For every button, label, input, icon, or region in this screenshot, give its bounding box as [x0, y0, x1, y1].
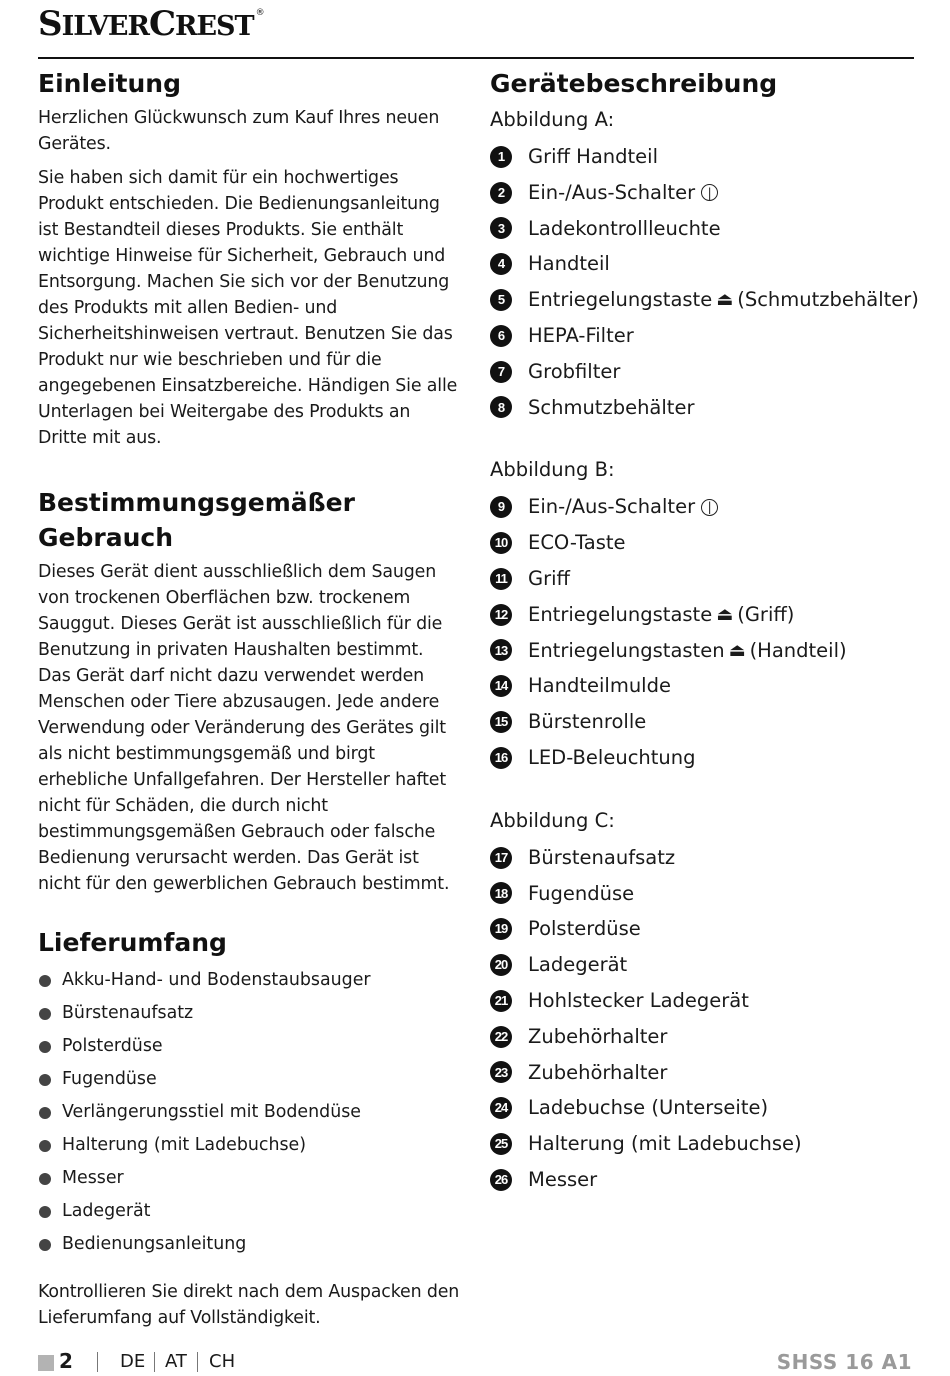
part-label: ECO-Taste — [528, 531, 626, 555]
page-footer — [38, 1348, 912, 1376]
part-label: Ein-/Aus-Schalter — [528, 180, 696, 204]
right-column — [490, 66, 920, 1198]
part-number-badge: 8 — [490, 396, 512, 418]
part-number-badge: 14 — [490, 675, 512, 697]
part-item — [490, 740, 920, 776]
eject-icon: ⏏ — [728, 639, 746, 661]
figure-a-label: Abbildung A: — [490, 108, 615, 131]
part-number-badge: 2 — [490, 182, 512, 204]
part-number-badge: 5 — [490, 289, 512, 311]
part-item — [490, 876, 920, 912]
part-number-badge: 11 — [490, 568, 512, 590]
part-number-badge: 17 — [490, 847, 512, 869]
part-number-badge: 9 — [490, 496, 512, 518]
part-item — [490, 1090, 920, 1126]
list-item — [38, 1228, 460, 1261]
part-number-badge: 24 — [490, 1097, 512, 1119]
part-label: Ladebuchse (Unterseite) — [528, 1096, 769, 1120]
part-number-badge: 25 — [490, 1133, 512, 1155]
figure-a-parts-list — [490, 139, 920, 425]
part-item — [490, 597, 920, 633]
section-intended-use — [38, 485, 460, 897]
footer-divider — [154, 1352, 155, 1372]
part-number-badge: 15 — [490, 711, 512, 733]
part-item — [490, 633, 920, 669]
brand-logo: SILVERCREST ® — [38, 4, 264, 44]
eject-icon: ⏏ — [716, 289, 734, 311]
part-label: Griff — [528, 566, 570, 590]
figure-b-label: Abbildung B: — [490, 458, 615, 482]
part-item — [490, 704, 920, 740]
part-label: Entriegelungstaste — [528, 288, 713, 312]
bullet-icon — [39, 1206, 51, 1218]
list-item-label: Polsterdüse — [62, 1036, 163, 1056]
power-icon: | — [701, 499, 718, 516]
part-number-badge: 20 — [490, 954, 512, 976]
list-item-label: Akku-Hand- und Bodenstaubsauger — [62, 970, 371, 990]
registered-mark: ® — [255, 8, 264, 18]
delivery-scope-heading: Lieferumfang — [38, 928, 227, 957]
part-label: Entriegelungstasten — [528, 638, 725, 662]
part-label: Fugendüse — [528, 881, 635, 905]
country-de: DE — [120, 1351, 146, 1372]
part-label: Zubehörhalter — [528, 1060, 668, 1084]
device-description-heading: Gerätebeschreibung — [490, 69, 778, 98]
part-label: Handteil — [528, 252, 610, 276]
part-label-suffix: (Griff) — [737, 602, 795, 626]
part-item — [490, 489, 920, 525]
part-label: LED-Beleuchtung — [528, 745, 696, 769]
part-item — [490, 282, 920, 318]
part-number-badge: 26 — [490, 1169, 512, 1191]
part-item — [490, 561, 920, 597]
part-label-suffix: (Schmutzbehälter) — [737, 288, 919, 312]
part-label: Schmutzbehälter — [528, 395, 695, 419]
part-number-badge: 23 — [490, 1061, 512, 1083]
part-item — [490, 840, 920, 876]
part-label: Handteilmulde — [528, 674, 671, 698]
part-label: Halterung (mit Ladebuchse) — [528, 1132, 802, 1156]
introduction-paragraph-1: Herzlichen Glückwunsch zum Kauf Ihres neuen Gerätes. — [38, 108, 440, 154]
list-item-label: Bedienungsanleitung — [62, 1234, 247, 1254]
part-number-badge: 10 — [490, 532, 512, 554]
bullet-icon — [39, 1173, 51, 1185]
part-label: Ladekontrollleuchte — [528, 216, 721, 240]
footer-divider — [97, 1352, 98, 1372]
part-item — [490, 139, 920, 175]
part-number-badge: 18 — [490, 882, 512, 904]
part-item — [490, 1126, 920, 1162]
part-label: Entriegelungstaste — [528, 602, 713, 626]
bullet-icon — [39, 1074, 51, 1086]
part-item — [490, 318, 920, 354]
section-delivery-scope — [38, 925, 460, 1331]
part-label: HEPA-Filter — [528, 323, 634, 347]
list-item-label: Ladegerät — [62, 1201, 151, 1221]
introduction-heading: Einleitung — [38, 69, 181, 98]
list-item — [38, 997, 460, 1030]
part-number-badge: 19 — [490, 918, 512, 940]
figure-c-label: Abbildung C: — [490, 808, 615, 832]
part-item — [490, 947, 920, 983]
delivery-scope-note: Kontrollieren Sie direkt nach dem Auspacken den Lieferumfang auf Vollständigkeit. — [38, 1282, 460, 1328]
part-number-badge: 13 — [490, 639, 512, 661]
part-label: Bürstenaufsatz — [528, 845, 676, 869]
part-item — [490, 983, 920, 1019]
power-icon: | — [701, 184, 718, 201]
part-number-badge: 22 — [490, 1026, 512, 1048]
part-number-badge: 16 — [490, 747, 512, 769]
figure-b-parts-list — [490, 489, 920, 775]
part-label: Zubehörhalter — [528, 1024, 668, 1048]
part-label: Griff Handteil — [528, 145, 659, 168]
part-item — [490, 211, 920, 247]
part-number-badge: 21 — [490, 990, 512, 1012]
part-item — [490, 1162, 920, 1198]
part-item — [490, 525, 920, 561]
left-column — [38, 66, 460, 1339]
intended-use-paragraph: Dieses Gerät dient ausschließlich dem Saugen von trockenen Oberflächen bzw. trockenem Sauggut. Dieses Gerät ist ausschließlich für die Benutzung in privaten Haushalten bestimmt. Das Gerät darf nicht dazu verwendet werden Menschen oder Tiere abzusaugen. Jede andere Verwendung oder Veränderung des Gerätes gilt als nicht bestimmungsgemäß und birgt erhebliche Unfallgefahren. Der Hersteller haftet nicht für Schäden, die durch nicht bestimmungsgemäßen Gebrauch oder falsche Bedienung verursacht werden. Das Gerät ist nicht für den gewerblichen Gebrauch bestimmt. — [38, 562, 450, 894]
footer-divider — [197, 1352, 198, 1372]
part-label: Polsterdüse — [528, 917, 641, 941]
part-label: Ladegerät — [528, 953, 628, 977]
part-item — [490, 390, 920, 426]
page-marker-square — [38, 1355, 54, 1371]
part-item — [490, 1019, 920, 1055]
model-number: SHSS 16 A1 — [776, 1350, 912, 1374]
list-item — [38, 1162, 460, 1195]
list-item — [38, 1129, 460, 1162]
part-item — [490, 668, 920, 704]
part-item — [490, 911, 920, 947]
part-item — [490, 354, 920, 390]
part-number-badge: 12 — [490, 604, 512, 626]
eject-icon: ⏏ — [716, 603, 734, 625]
bullet-icon — [39, 1140, 51, 1152]
part-number-badge: 6 — [490, 325, 512, 347]
bullet-icon — [39, 1041, 51, 1053]
list-item — [38, 1195, 460, 1228]
part-label-suffix: (Handteil) — [749, 638, 847, 662]
list-item — [38, 1096, 460, 1129]
bullet-icon — [39, 1008, 51, 1020]
list-item-label: Fugendüse — [62, 1069, 157, 1089]
list-item — [38, 1030, 460, 1063]
list-item — [38, 964, 460, 997]
intended-use-heading: Bestimmungsgemäßer Gebrauch — [38, 488, 355, 552]
part-number-badge: 4 — [490, 253, 512, 275]
part-label: Messer — [528, 1167, 598, 1191]
part-item — [490, 1055, 920, 1091]
section-introduction — [38, 66, 460, 451]
list-item-label: Bürstenaufsatz — [62, 1003, 194, 1023]
part-item — [490, 175, 920, 211]
page-number: 2 — [59, 1349, 73, 1373]
delivery-scope-list — [38, 964, 460, 1261]
country-at: AT — [165, 1351, 187, 1372]
part-number-badge: 3 — [490, 217, 512, 239]
part-label: Ein-/Aus-Schalter — [528, 495, 696, 519]
part-number-badge: 1 — [490, 146, 512, 168]
part-label: Hohlstecker Ladegerät — [528, 988, 749, 1012]
figure-c-parts-list — [490, 840, 920, 1198]
list-item-label: Halterung (mit Ladebuchse) — [62, 1135, 307, 1155]
part-number-badge: 7 — [490, 361, 512, 383]
list-item-label: Messer — [62, 1168, 124, 1188]
bullet-icon — [39, 975, 51, 987]
list-item — [38, 1063, 460, 1096]
bullet-icon — [39, 1239, 51, 1251]
bullet-icon — [39, 1107, 51, 1119]
part-label: Grobfilter — [528, 359, 621, 383]
country-ch: CH — [209, 1351, 236, 1372]
introduction-paragraph-2: Sie haben sich damit für ein hochwertiges Produkt entschieden. Die Bedienungsanleitung ist Bestandteil dieses Produkts. Sie enthält wichtige Hinweise für Sicherheit, Gebrauch und Entsorgung. Machen Sie sich vor der Benutzung des Produkts mit allen Bedien- und Sicherheitshinweisen vertraut. Benutzen Sie das Produkt nur wie beschrieben und für die angegebenen Einsatzbereiche. Händigen Sie alle Unterlagen bei Weitergabe des Produkts an Dritte mit aus. — [38, 168, 458, 448]
list-item-label: Verlängerungsstiel mit Bodendüse — [62, 1102, 361, 1122]
part-item — [490, 246, 920, 282]
part-label: Bürstenrolle — [528, 710, 647, 734]
header-rule — [38, 57, 914, 59]
